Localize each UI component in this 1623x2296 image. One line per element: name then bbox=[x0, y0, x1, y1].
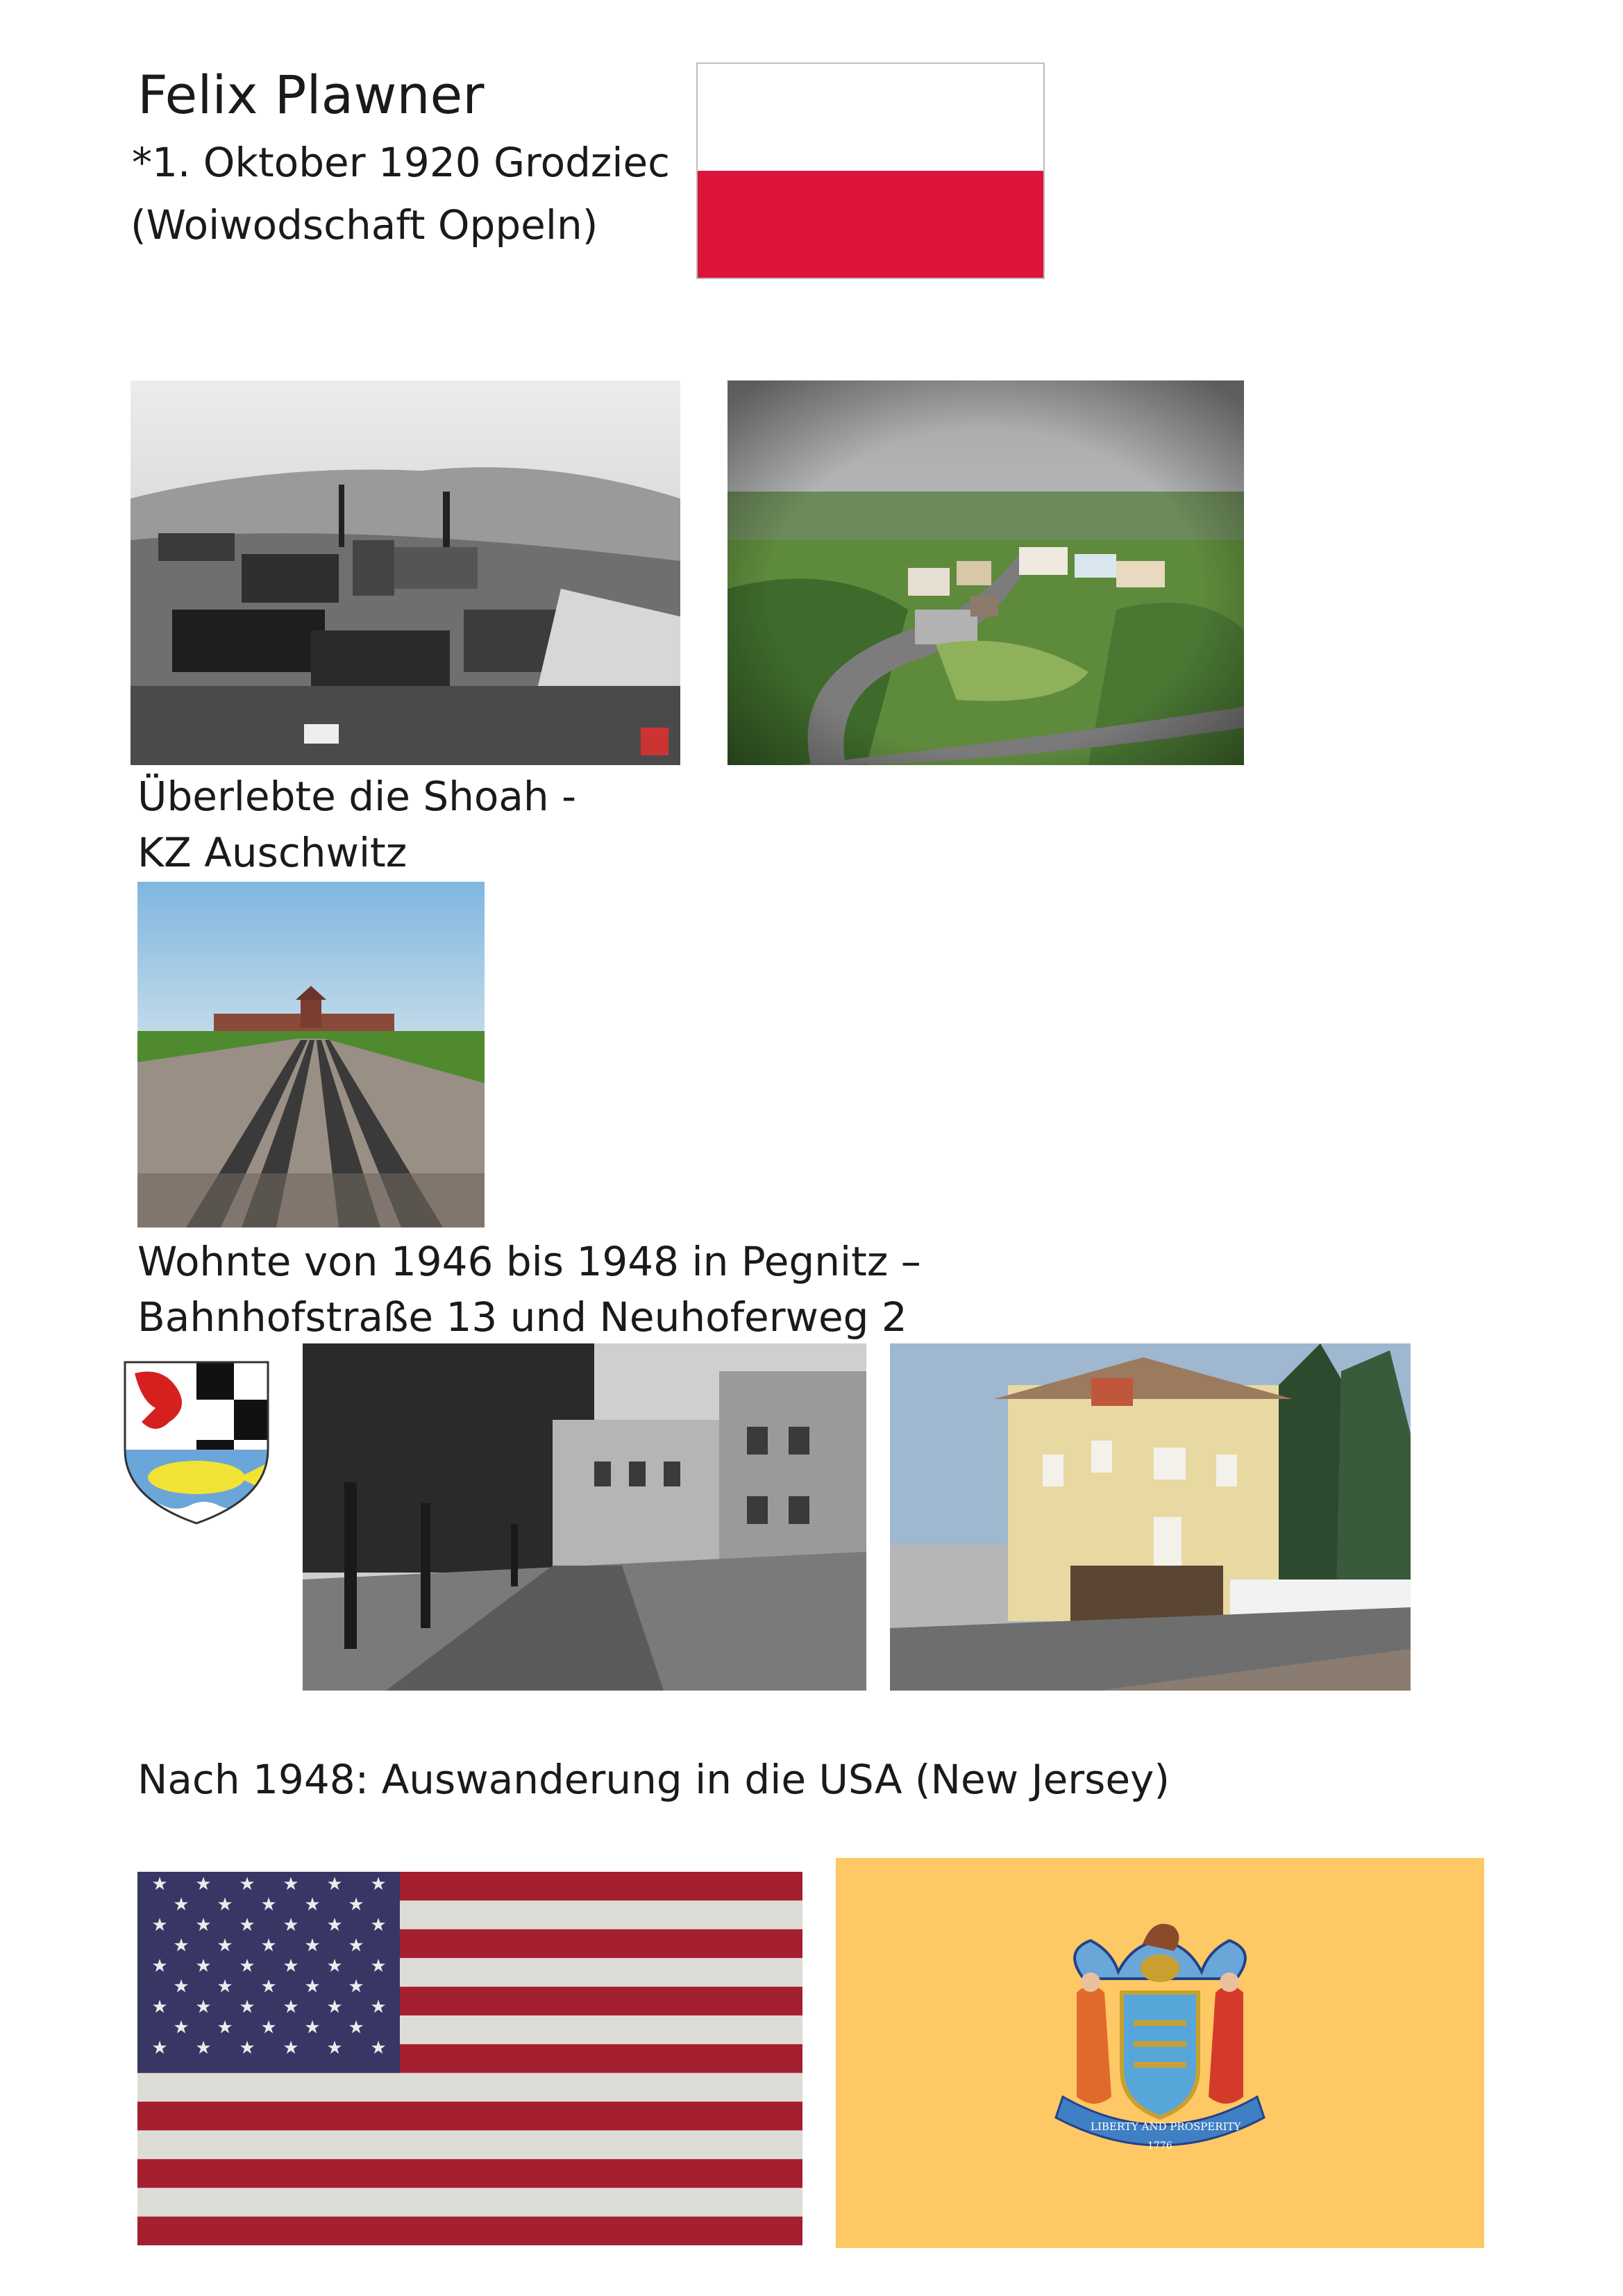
svg-text:★: ★ bbox=[151, 1915, 168, 1936]
svg-text:★: ★ bbox=[195, 1915, 212, 1936]
svg-text:★: ★ bbox=[239, 1874, 255, 1895]
birth-line: *1. Oktober 1920 Grodziec bbox=[132, 139, 671, 186]
svg-text:★: ★ bbox=[283, 1997, 299, 2018]
pegnitz-line-2: Bahnhofstraße 13 und Neuhoferweg 2 bbox=[137, 1293, 907, 1341]
svg-text:★: ★ bbox=[370, 1956, 387, 1977]
svg-text:★: ★ bbox=[173, 1935, 190, 1956]
pegnitz-house-photo bbox=[890, 1343, 1411, 1691]
svg-text:★: ★ bbox=[304, 1935, 321, 1956]
poland-flag bbox=[696, 62, 1045, 279]
svg-text:★: ★ bbox=[195, 1997, 212, 2018]
svg-text:★: ★ bbox=[239, 2038, 255, 2059]
svg-text:★: ★ bbox=[217, 1935, 233, 1956]
auschwitz-rails-photo bbox=[137, 882, 485, 1227]
svg-text:★: ★ bbox=[326, 1956, 343, 1977]
region-line: (Woiwodschaft Oppeln) bbox=[131, 201, 598, 249]
person-name: Felix Plawner bbox=[137, 64, 485, 126]
svg-text:★: ★ bbox=[283, 1915, 299, 1936]
svg-text:★: ★ bbox=[217, 2017, 233, 2038]
svg-text:★: ★ bbox=[195, 1956, 212, 1977]
svg-text:★: ★ bbox=[173, 1894, 190, 1916]
svg-text:★: ★ bbox=[348, 1976, 364, 1997]
pegnitz-line-1: Wohnte von 1946 bis 1948 in Pegnitz – bbox=[137, 1238, 921, 1285]
nj-year-text: 1776 bbox=[1147, 2140, 1172, 2152]
grodziec-aerial-photo bbox=[728, 380, 1244, 765]
svg-text:★: ★ bbox=[283, 1874, 299, 1895]
svg-text:★: ★ bbox=[195, 2038, 212, 2059]
svg-text:★: ★ bbox=[283, 1956, 299, 1977]
new-jersey-flag bbox=[836, 1858, 1484, 2248]
pegnitz-street-historic-photo bbox=[303, 1343, 866, 1691]
svg-text:★: ★ bbox=[304, 1976, 321, 1997]
svg-text:★: ★ bbox=[370, 1997, 387, 2018]
svg-text:★: ★ bbox=[151, 1874, 168, 1895]
svg-text:★: ★ bbox=[370, 2038, 387, 2059]
svg-text:★: ★ bbox=[326, 2038, 343, 2059]
shoah-line-1: Überlebte die Shoah - bbox=[137, 773, 577, 820]
svg-text:★: ★ bbox=[260, 1976, 277, 1997]
pegnitz-coat-of-arms bbox=[121, 1359, 272, 1526]
shoah-line-2: KZ Auschwitz bbox=[137, 829, 407, 876]
usa-flag bbox=[137, 1872, 802, 2245]
svg-text:★: ★ bbox=[348, 1894, 364, 1916]
svg-text:★: ★ bbox=[260, 1935, 277, 1956]
svg-text:★: ★ bbox=[304, 1894, 321, 1916]
svg-text:★: ★ bbox=[217, 1894, 233, 1916]
svg-text:★: ★ bbox=[239, 1997, 255, 2018]
svg-text:★: ★ bbox=[326, 1874, 343, 1895]
svg-text:★: ★ bbox=[173, 2017, 190, 2038]
svg-text:★: ★ bbox=[217, 1976, 233, 1997]
grodziec-historic-photo bbox=[131, 380, 680, 765]
svg-text:★: ★ bbox=[370, 1874, 387, 1895]
svg-text:★: ★ bbox=[348, 2017, 364, 2038]
svg-text:★: ★ bbox=[304, 2017, 321, 2038]
svg-text:★: ★ bbox=[260, 1894, 277, 1916]
emigration-line: Nach 1948: Auswanderung in die USA (New Jersey) bbox=[137, 1756, 1170, 1803]
svg-text:★: ★ bbox=[151, 1997, 168, 2018]
svg-text:★: ★ bbox=[260, 2017, 277, 2038]
svg-text:★: ★ bbox=[239, 1956, 255, 1977]
svg-text:★: ★ bbox=[195, 1874, 212, 1895]
svg-text:★: ★ bbox=[326, 1915, 343, 1936]
svg-text:★: ★ bbox=[239, 1915, 255, 1936]
svg-text:★: ★ bbox=[151, 2038, 168, 2059]
svg-text:★: ★ bbox=[370, 1915, 387, 1936]
nj-motto-text: LIBERTY AND PROSPERITY bbox=[1091, 2120, 1241, 2133]
svg-text:★: ★ bbox=[326, 1997, 343, 2018]
svg-text:★: ★ bbox=[348, 1935, 364, 1956]
svg-text:★: ★ bbox=[283, 2038, 299, 2059]
svg-text:★: ★ bbox=[151, 1956, 168, 1977]
svg-text:★: ★ bbox=[173, 1976, 190, 1997]
